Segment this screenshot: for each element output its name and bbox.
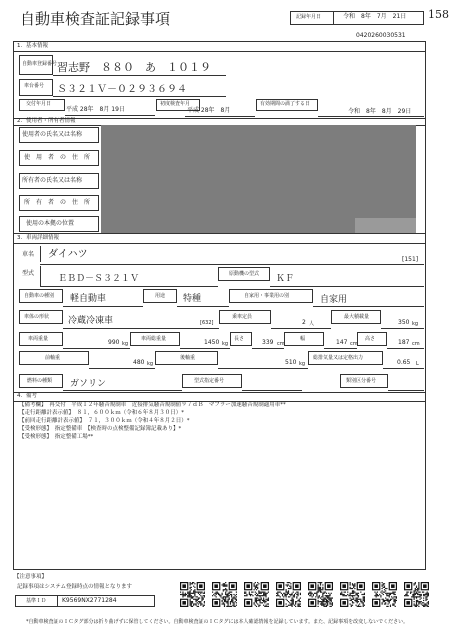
handwritten-number: 158 [428,8,449,21]
qr-code-icon [308,582,333,607]
qr-code-icon [340,582,365,607]
width-value: 147 [336,339,348,346]
notes-text: 記録事項はシステム登録時点の情報となります [17,584,132,590]
rear-axle-value: 510 [285,359,297,366]
remark-line: 【走行距離計表示値】 ８１，６００ｋｍ（令和６年８月３０日）* [19,410,185,416]
record-id-value: K9569NX2771284 [62,597,117,604]
model-label: 型式 [22,270,35,277]
gross-value: 1450 [204,339,220,346]
remarks-list [19,403,424,443]
section2-title: 2．使用者・所有者情報 [17,118,76,124]
body-value: 冷蔵冷凍車 [68,316,114,326]
private-label: 自家用・事業用の別 [244,293,290,299]
remark-line: 【受検形態】 指定整備車 【検査時の点検整備記録簿記載あり】* [19,426,182,432]
category-label: 類別区分番号 [346,378,377,384]
gross-unit: kg [222,341,229,347]
weight-unit: kg [122,341,129,347]
record-id-label: 基準ＩＤ [26,598,47,604]
fuel-value: ガソリン [70,379,107,389]
section1-title: 1．基本情報 [17,43,48,49]
width-label: 幅 [300,336,306,342]
height-label: 高さ [365,336,376,342]
user-name-label: 使用者の氏名又は名称 [22,131,83,138]
notes-title: 【注意事項】 [14,574,48,580]
qr-code-icon [244,582,269,607]
front-axle-value: 480 [133,359,145,366]
qr-code-icon [276,582,301,607]
first-reg-value: 平成 28年 8月 [187,107,231,114]
front-axle-unit: kg [147,361,154,367]
rear-axle-unit: kg [299,361,306,367]
owner-address-label: 所 有 者 の 住 所 [24,199,91,206]
model-value: ＥＢＤ－Ｓ３２１Ｖ [58,274,140,284]
issue-value: 平成 28年 8月 19日 [66,106,125,113]
engine-value: ＫＦ [276,274,295,284]
private-value: 自家用 [320,295,348,305]
section3-title: 3．車両詳細情報 [17,235,59,241]
vin-label: 車台番号 [24,83,45,89]
weight-value: 990 [108,339,120,346]
max-load-unit: kg [412,321,419,327]
section4-title: 4．備考 [17,393,37,399]
kind-value: 軽自動車 [70,294,107,304]
weight-label: 車両重量 [28,336,49,342]
length-value: 339 [262,339,274,346]
document-number: 0420260030531 [356,32,406,39]
maker-label: 車名 [22,251,35,258]
owner-name-label: 所有者の氏名又は名称 [22,177,83,184]
user-address-label: 使 用 者 の 住 所 [24,154,91,161]
qr-code-icon [404,582,429,607]
capacity-label: 乗車定員 [232,314,253,320]
record-date-value: 令和 8年 7月 21日 [343,13,407,20]
max-load-value: 350 [398,319,410,326]
length-unit: cm [277,341,285,347]
kind-label: 自動車の種別 [24,293,55,299]
remark-line: 【備考欄】 再交付 平成１２年騒音規制車 近接排気騒音規制値９７ｄＢ マフラー加速騒音規制適用車** [19,402,286,408]
bottom-note: *自動車検査証のＩＣタグ部分は折り曲げずに保管してください。自動車検査証のＩＣタグには本人確認情報を記録しています。また、記録事項を改変しないでください。 [26,619,409,625]
type-number-label: 型式指定番号 [194,378,225,384]
qr-code-icon [372,582,397,607]
width-unit: cm [350,341,358,347]
gross-label: 車両総重量 [141,336,167,342]
reg-value: 習志野 ８８０ あ １０１９ [57,61,211,74]
remark-line: 【受検形態】 指定整備工場** [19,434,94,440]
height-value: 187 [398,339,410,346]
qr-code-icon [180,582,205,607]
fuel-label: 燃料の種類 [27,378,53,384]
rear-axle-label: 後軸重 [180,355,196,361]
body-label: 車体の形状 [24,314,50,320]
use-label: 用途 [155,293,166,299]
document-title: 自動車検査証記録事項 [20,10,171,28]
issue-label: 交付年月日 [26,101,52,107]
redaction-block-main [101,125,416,233]
remark-line: 【前回走行距離計表示値】 ７１，３００ｋｍ（令和４年８月２日）* [19,418,190,424]
capacity-value: 2 [302,319,306,326]
maker-value: ダイハツ [48,249,88,260]
base-label: 使用の本拠の位置 [26,220,75,227]
first-reg-label: 初度検査年月 [160,101,191,107]
engine-label: 原動機の型式 [229,271,260,277]
front-axle-label: 前軸重 [45,355,61,361]
expiry-label: 有効期間の満了する日 [260,101,311,107]
redaction-block-tail [355,218,416,233]
capacity-unit: 人 [309,321,315,327]
qr-code-icon [212,582,237,607]
maker-code: [151] [402,256,419,263]
displacement-value: 0.65 [397,359,411,366]
expiry-value: 令和 8年 8月 29日 [348,108,412,115]
height-unit: cm [412,341,420,347]
reg-label: 自動車登録番号 [22,61,58,67]
body-code: [632] [200,320,214,326]
vin-value: Ｓ３２１Ｖ－０２９３６９４ [57,84,187,95]
record-date-label: 記録年月日 [296,14,322,20]
displacement-label: 総排気量又は定格出力 [313,355,364,361]
length-label: 長さ [234,336,245,342]
displacement-unit: L [416,361,419,367]
use-value: 特種 [183,294,202,304]
max-load-label: 最大積載量 [344,314,370,320]
